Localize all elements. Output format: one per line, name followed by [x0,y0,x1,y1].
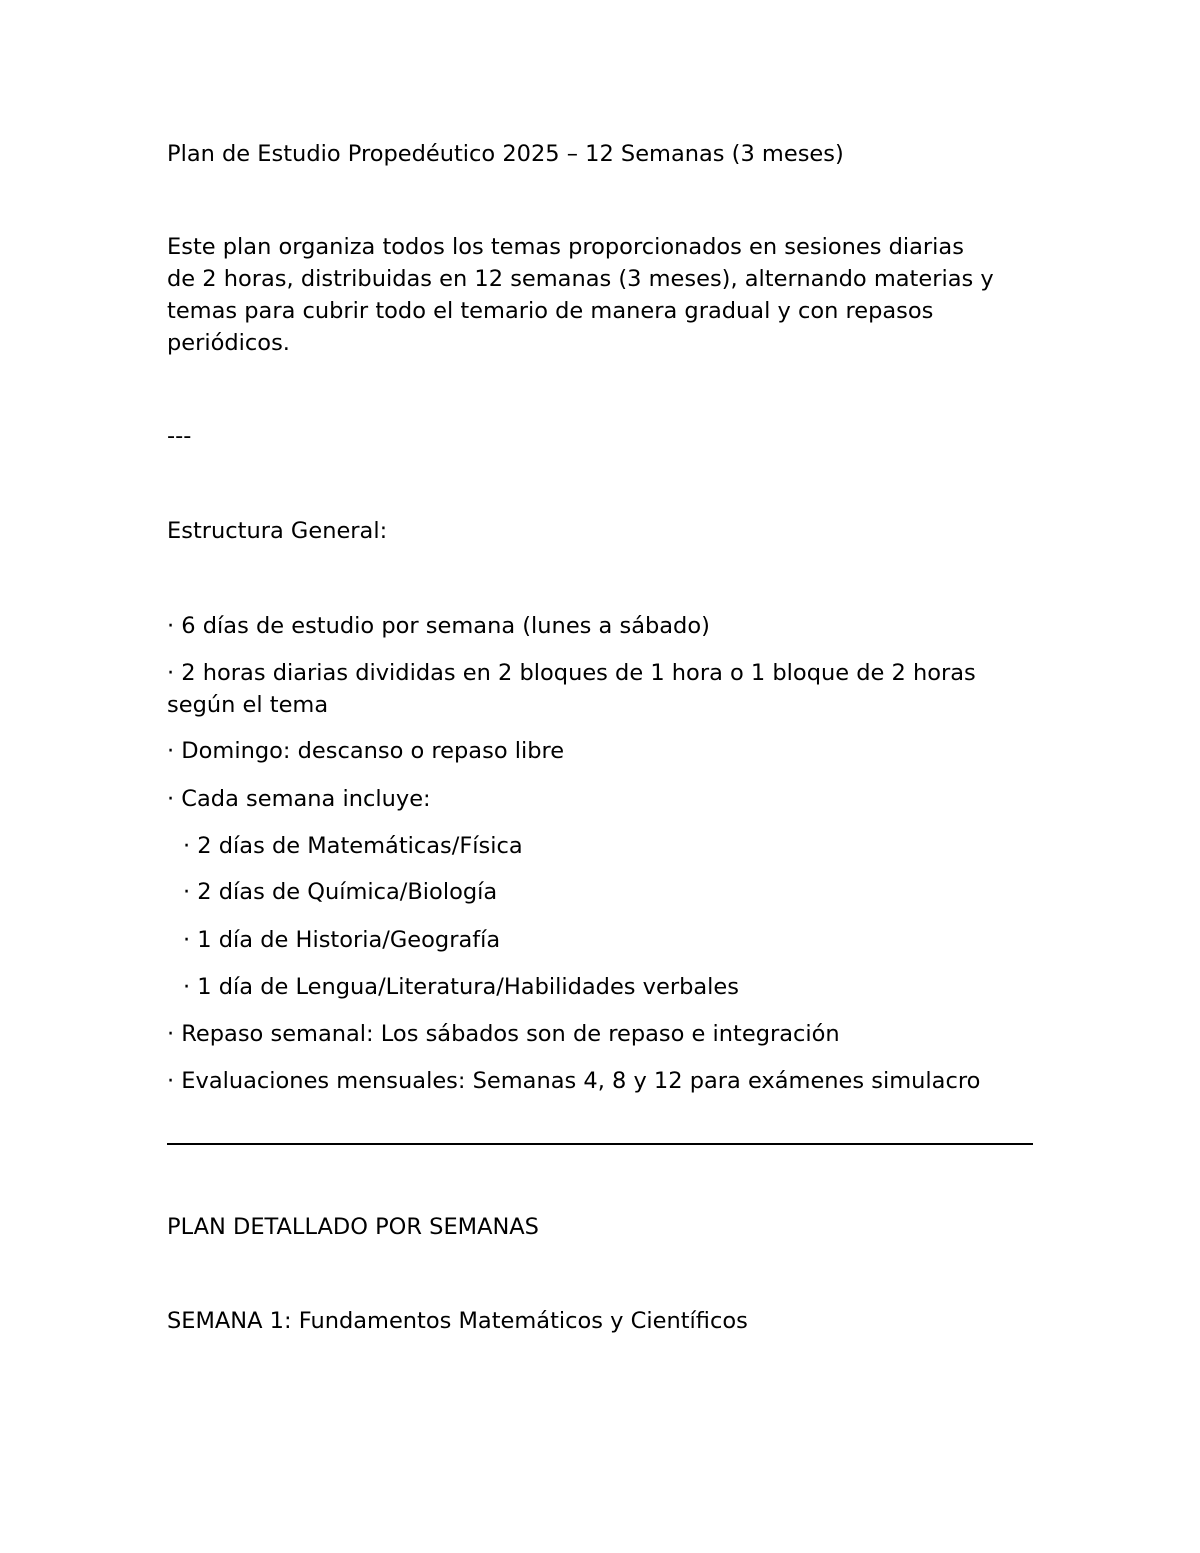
intro-line-2: de 2 horas, distribuidas en 12 semanas (3 meses), alternando materias y [167,266,994,292]
structure-subitem-math: · 2 días de Matemáticas/Física [183,833,523,859]
structure-item-weekly-review: · Repaso semanal: Los sábados son de repaso e integración [167,1021,840,1047]
structure-item-weekly-includes: · Cada semana incluye: [167,786,431,812]
structure-item-daily-hours-cont: según el tema [167,692,329,718]
intro-line-4: periódicos. [167,330,290,356]
structure-heading: Estructura General: [167,518,388,544]
intro-line-3: temas para cubrir todo el temario de manera gradual y con repasos [167,298,934,324]
structure-item-study-days: · 6 días de estudio por semana (lunes a sábado) [167,613,710,639]
week-1-heading: SEMANA 1: Fundamentos Matemáticos y Científicos [167,1308,748,1334]
document-title: Plan de Estudio Propedéutico 2025 – 12 Semanas (3 meses) [167,141,844,167]
separator-text: --- [167,423,192,449]
structure-item-daily-hours: · 2 horas diarias divididas en 2 bloques de 1 hora o 1 bloque de 2 horas [167,660,976,686]
structure-subitem-language: · 1 día de Lengua/Literatura/Habilidades verbales [183,974,739,1000]
plan-heading: PLAN DETALLADO POR SEMANAS [167,1214,539,1240]
structure-item-sunday: · Domingo: descanso o repaso libre [167,738,565,764]
structure-subitem-history: · 1 día de Historia/Geografía [183,927,501,953]
horizontal-rule [167,1143,1033,1145]
structure-item-monthly-evals: · Evaluaciones mensuales: Semanas 4, 8 y 12 para exámenes simulacro [167,1068,981,1094]
intro-line-1: Este plan organiza todos los temas proporcionados en sesiones diarias [167,234,964,260]
structure-subitem-chem: · 2 días de Química/Biología [183,879,498,905]
